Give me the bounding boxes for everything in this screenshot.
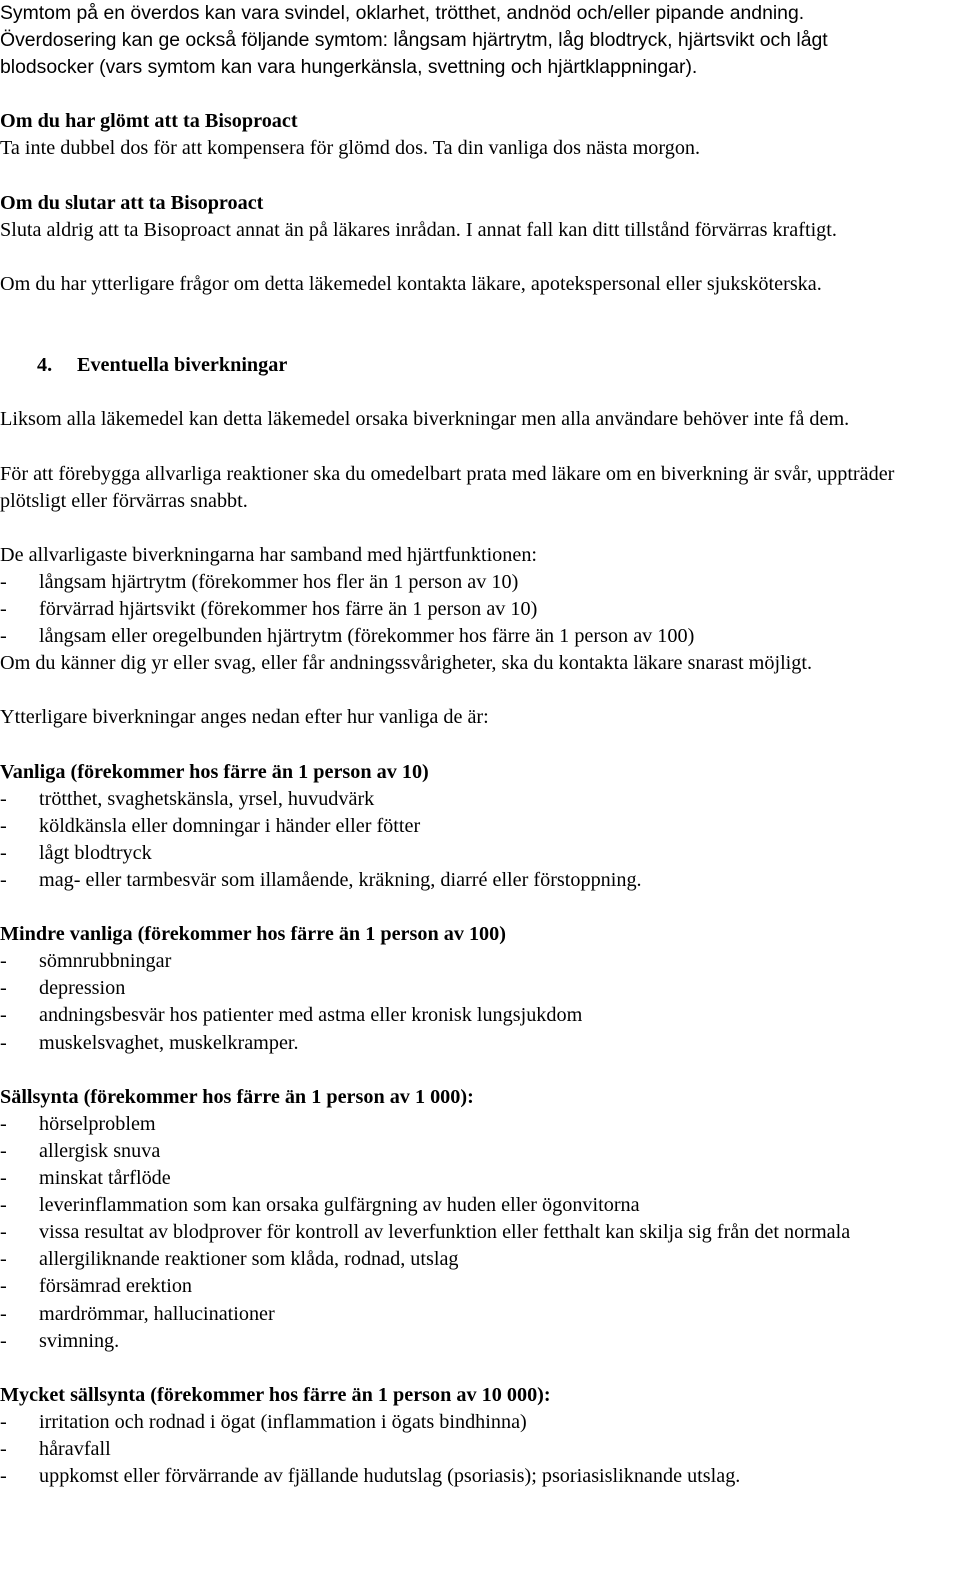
list-item bbox=[0, 623, 960, 650]
list-item bbox=[0, 1165, 960, 1192]
list-dash: - bbox=[0, 1302, 7, 1325]
list-item bbox=[0, 1002, 960, 1029]
list-item-text: sömnrubbningar bbox=[39, 950, 172, 973]
list-item bbox=[0, 867, 960, 894]
list-item-text: hörselproblem bbox=[39, 1112, 156, 1135]
list-item-text: mardrömmar, hallucinationer bbox=[39, 1302, 275, 1325]
list-item-text: förvärrad hjärtsvikt (förekommer hos färre än 1 person av 10) bbox=[39, 598, 538, 621]
rare-heading: Sällsynta (förekommer hos färre än 1 person av 1 000): bbox=[0, 1085, 474, 1108]
rare-side-effects-list bbox=[0, 1111, 960, 1355]
list-dash: - bbox=[0, 1275, 7, 1298]
list-item bbox=[0, 1436, 960, 1463]
common-side-effects-list bbox=[0, 786, 960, 894]
list-dash: - bbox=[0, 1031, 7, 1054]
list-dash: - bbox=[0, 1248, 7, 1271]
list-item bbox=[0, 596, 960, 623]
list-dash: - bbox=[0, 1112, 7, 1135]
list-item bbox=[0, 786, 960, 813]
uncommon-side-effects-list bbox=[0, 948, 960, 1056]
list-item-text: leverinflammation som kan orsaka gulfärgning av huden eller ögonvitorna bbox=[39, 1194, 640, 1217]
overdose-line-2: Överdosering kan ge också följande symtom: långsam hjärtrytm, låg blodtryck, hjärtsvikt och lågt bbox=[0, 29, 828, 52]
list-item bbox=[0, 1409, 960, 1436]
serious-side-effects-list bbox=[0, 569, 960, 650]
list-item bbox=[0, 569, 960, 596]
list-item-text: lågt blodtryck bbox=[39, 841, 152, 864]
list-item bbox=[0, 840, 960, 867]
list-item-text: minskat tårflöde bbox=[39, 1167, 171, 1190]
list-item-text: försämrad erektion bbox=[39, 1275, 193, 1298]
serious-outro: Om du känner dig yr eller svag, eller får andningssvårigheter, ska du kontakta läkare snarast möjligt. bbox=[0, 652, 813, 675]
list-item-text: långsam hjärtrytm (förekommer hos fler än 1 person av 10) bbox=[39, 570, 519, 593]
list-dash: - bbox=[0, 841, 7, 864]
list-item-text: andningsbesvär hos patienter med astma eller kronisk lungsjukdom bbox=[39, 1004, 583, 1027]
list-item bbox=[0, 1192, 960, 1219]
very-rare-side-effects-list bbox=[0, 1409, 960, 1490]
stop-taking-text: Sluta aldrig att ta Bisoproact annat än på läkares inrådan. I annat fall kan ditt tillstånd förvärras kraftigt. bbox=[0, 218, 837, 241]
section-4-heading bbox=[0, 352, 960, 379]
common-heading: Vanliga (förekommer hos färre än 1 person av 10) bbox=[0, 760, 429, 783]
forgot-dose-heading: Om du har glömt att ta Bisoproact bbox=[0, 110, 298, 133]
list-dash: - bbox=[0, 1194, 7, 1217]
list-item bbox=[0, 1273, 960, 1300]
overdose-line-3: blodsocker (vars symtom kan vara hungerkänsla, svettning och hjärtklappningar). bbox=[0, 56, 698, 79]
list-item bbox=[0, 1030, 960, 1057]
further-side-effects-intro: Ytterligare biverkningar anges nedan efter hur vanliga de är: bbox=[0, 706, 489, 729]
serious-intro: De allvarligaste biverkningarna har samband med hjärtfunktionen: bbox=[0, 543, 538, 566]
list-item bbox=[0, 1463, 960, 1490]
overdose-symptoms bbox=[0, 0, 960, 81]
overdose-line-1: Symtom på en överdos kan vara svindel, oklarhet, trötthet, andnöd och/eller pipande andning. bbox=[0, 2, 805, 24]
list-dash: - bbox=[0, 598, 7, 621]
list-item-text: trötthet, svaghetskänsla, yrsel, huvudvärk bbox=[39, 787, 375, 810]
list-dash: - bbox=[0, 977, 7, 1000]
list-dash: - bbox=[0, 869, 7, 891]
list-dash: - bbox=[0, 1465, 7, 1488]
list-item bbox=[0, 975, 960, 1002]
list-item bbox=[0, 1246, 960, 1273]
list-item bbox=[0, 813, 960, 840]
list-item-text: muskelsvaghet, muskelkramper. bbox=[39, 1031, 299, 1054]
section-title: Eventuella biverkningar bbox=[77, 354, 288, 377]
list-dash: - bbox=[0, 1004, 7, 1027]
list-dash: - bbox=[0, 1437, 7, 1460]
list-dash: - bbox=[0, 570, 7, 593]
list-dash: - bbox=[0, 950, 7, 973]
uncommon-heading: Mindre vanliga (förekommer hos färre än 1 person av 100) bbox=[0, 923, 506, 946]
list-item bbox=[0, 1138, 960, 1165]
list-item-text: depression bbox=[39, 977, 126, 1000]
list-item bbox=[0, 948, 960, 975]
list-item-text: svimning. bbox=[39, 1329, 120, 1352]
list-item-text: uppkomst eller förvärrande av fjällande hudutslag (psoriasis); psoriasisliknande utslag. bbox=[39, 1465, 741, 1488]
very-rare-heading: Mycket sällsynta (förekommer hos färre än 1 person av 10 000): bbox=[0, 1383, 551, 1406]
section-number: 4. bbox=[37, 354, 53, 377]
list-item-text: håravfall bbox=[39, 1437, 111, 1460]
list-item-text: långsam eller oregelbunden hjärtrytm (förekommer hos färre än 1 person av 100) bbox=[39, 625, 695, 648]
all-medicines-text: Liksom alla läkemedel kan detta läkemedel orsaka biverkningar men alla användare behöver inte få dem. bbox=[0, 408, 850, 431]
list-item-text: mag- eller tarmbesvär som illamående, kräkning, diarré eller förstoppning. bbox=[39, 869, 642, 891]
list-item bbox=[0, 1111, 960, 1138]
list-dash: - bbox=[0, 787, 7, 810]
list-dash: - bbox=[0, 1167, 7, 1190]
list-item-text: allergiliknande reaktioner som klåda, rodnad, utslag bbox=[39, 1248, 459, 1271]
list-item-text: köldkänsla eller domningar i händer eller fötter bbox=[39, 814, 421, 837]
list-dash: - bbox=[0, 1410, 7, 1433]
list-item-text: vissa resultat av blodprover för kontroll av leverfunktion eller fetthalt kan skilja sig från det normala bbox=[39, 1221, 851, 1244]
list-item-text: irritation och rodnad i ögat (inflammation i ögats bindhinna) bbox=[39, 1410, 527, 1433]
list-dash: - bbox=[0, 1329, 7, 1352]
list-item bbox=[0, 1301, 960, 1328]
list-item bbox=[0, 1219, 960, 1246]
stop-taking-heading: Om du slutar att ta Bisoproact bbox=[0, 191, 264, 214]
list-dash: - bbox=[0, 1139, 7, 1162]
list-dash: - bbox=[0, 1221, 7, 1244]
list-item bbox=[0, 1328, 960, 1355]
list-dash: - bbox=[0, 814, 7, 837]
list-item-text: allergisk snuva bbox=[39, 1139, 161, 1162]
list-dash: - bbox=[0, 625, 7, 648]
further-questions-text: Om du har ytterligare frågor om detta läkemedel kontakta läkare, apotekspersonal eller sjuksköterska. bbox=[0, 272, 822, 295]
forgot-dose-text: Ta inte dubbel dos för att kompensera för glömd dos. Ta din vanliga dos nästa morgon. bbox=[0, 137, 701, 160]
prevent-serious-text: För att förebygga allvarliga reaktioner ska du omedelbart prata med läkare om en biverkning är svår, uppträder plötsligt eller förvärras snabbt. bbox=[0, 462, 895, 512]
